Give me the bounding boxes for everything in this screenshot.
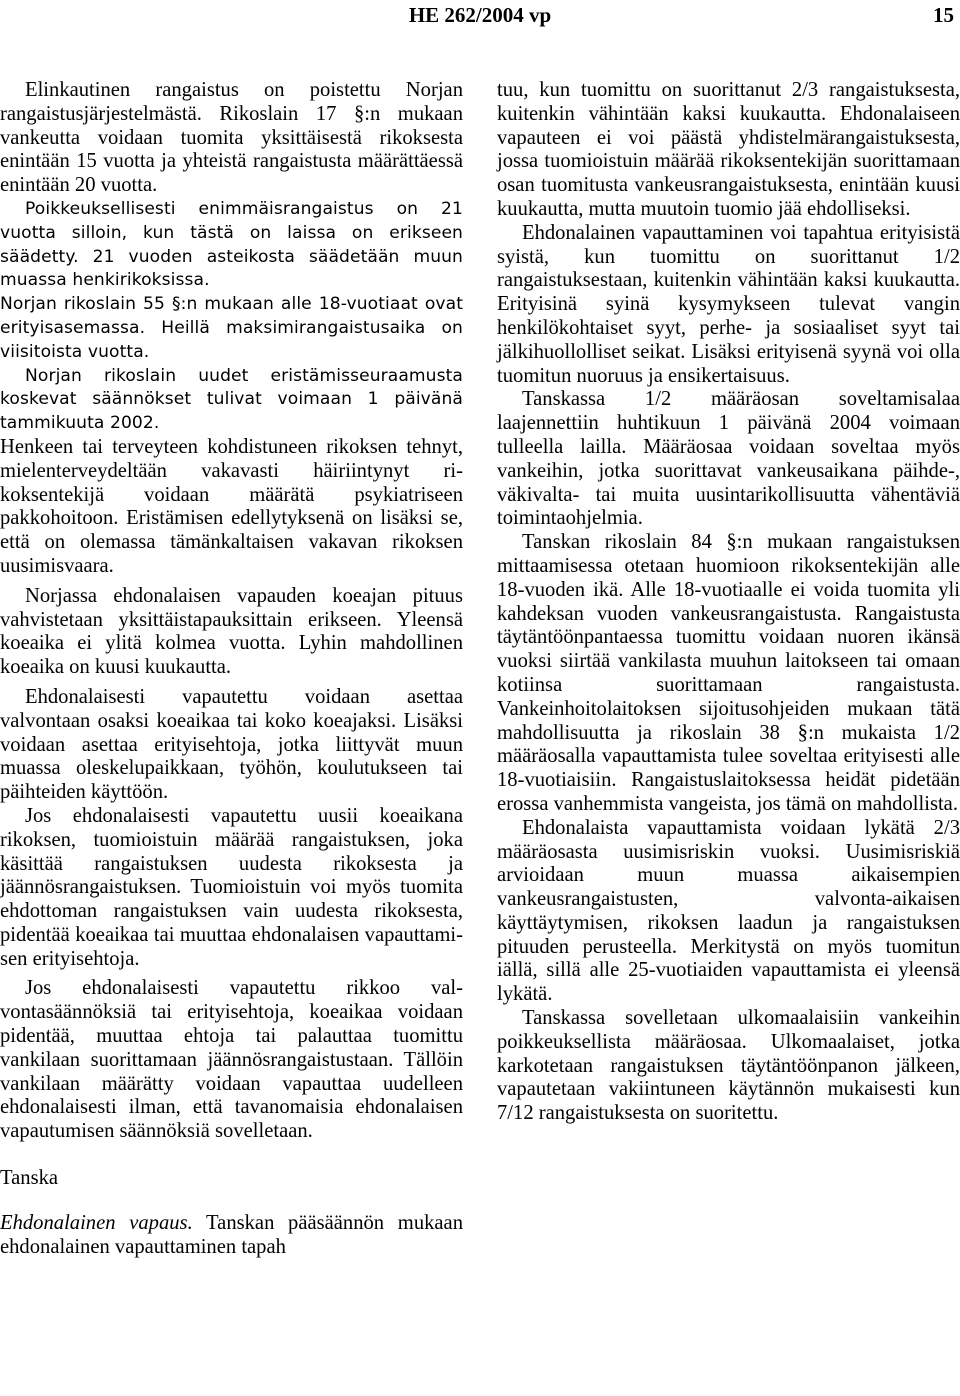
right-column	[497, 79, 960, 1126]
italic-lead: Ehdonalainen vapaus.	[0, 1212, 193, 1235]
paragraph: Elinkautinen rangaistus on poistettu Norjan rangaistusjärjestelmästä. Rikoslain 17 §:n mukaan vankeutta voidaan tuomita yksittäisestä rikoksesta enintään 15 vuotta ja yhteistä rangaistusta määrättäessä enintään 20 vuotta.	[0, 79, 463, 197]
paragraph: Jos ehdonalaisesti vapautettu rikkoo valvontasäännöksiä tai erityisehtoja, koeaikaa voidaan pidentää, muuttaa ehtoja tai palauttaa tuomittu vankilaan suorittamaan jäännösrangaistustaan. Tällöin vankilaan määrätty voidaan vapauttaa uudelleen ehdonalaisesti ilman, että tavanomaisia ehdonalaisen vapautumisen säännöksiä sovelletaan.	[0, 977, 463, 1143]
document-id: HE 262/2004 vp	[408, 3, 552, 27]
paragraph: Ehdonalaista vapauttamista voidaan lykätä 2/3 määräosasta uusimisriskin vuoksi. Uusimisriskiä arvioidaan muun muassa aikaisempien vankeusrangaistusten, valvonta-aikaisen käyttäytymisen, rikoksen laadun ja rangaistuksen pituuden perusteella. Merkitystä on myös tuomitun iällä, sillä alle 25-vuotiaiden vapauttamista ei yleensä lykätä.	[497, 816, 960, 1006]
paragraph: Tanskassa sovelletaan ulkomaalaisiin vankeihin poikkeuksellista määräosaa. Ulkomaalaiset, jotka karkotetaan rangaistuksen täytäntöönpanon jälkeen, vapautetaan vakiintuneen käytännön mukaisesti kun 7/12 rangaistuksesta on suoritettu.	[497, 1007, 960, 1125]
paragraph: Norjassa ehdonalaisen vapauden koeajan pituus vahvistetaan yksittäistapauksittain erikseen. Yleensä koeaika ei ylitä kolmea vuotta. Lyhin mahdollinen koeaika on kuusi kuukautta.	[0, 584, 463, 679]
paragraph: Ehdonalaisesti vapautettu voidaan asettaa valvontaan osaksi koeaikaa tai koko koeajaksi. Lisäksi voidaan asettaa erityisehtoja, jotka liittyvät muun muassa oleskelupaikkaan, työhön, koulutukseen tai päihteiden käyttöön.	[0, 685, 463, 804]
paragraph: Norjan rikoslain uudet eristämisseuraamusta koskevat säännökset tulivat voimaan 1 päivänä tammikuuta 2002.	[0, 365, 463, 434]
paragraph: tuu, kun tuomittu on suorittanut 2/3 rangaistuksesta, kuitenkin vähintään kaksi kuukautta. Ehdonalaiseen vapauteen ei voi päästä yhdistelmärangaistuksesta, jossa tuomioistuin määrää rikoksentekijän suorittamaan osan tuomitusta vankeusrangaistuksesta, enintään kuusi kuukautta, mutta muutoin tuomio jää ehdolliseksi.	[497, 79, 960, 220]
left-column	[0, 79, 463, 1260]
paragraph: Ehdonalainen vapauttaminen voi tapahtua erityisistä syistä, kun tuomittu on suorittanut 1/2 rangaistuksestaan, kuitenkin vähintään kaksi kuukautta. Erityisinä syinä kysymykseen tulevat vangin henkilökohtaiset syyt, perhe- ja sosiaaliset syyt tai jälkihuollolliset seikat. Lisäksi erityisenä syynä voi olla tuomitun nuoruus ja ensikertaisuus.	[497, 221, 960, 387]
paragraph: Tanskan rikoslain 84 §:n mukaan rangaistuksen mittaamisessa otetaan huomioon rikoksentekijän alle 18-vuoden ikä. Alle 18-vuotiaalle ei voida tuomita yli kahdeksan vuoden vankeusrangaistusta. Rangaistusta täytäntöönpantaessa tuomittu voidaan nuoren ikänsä vuoksi siirtää vankilasta muuhun laitokseen tai omaan kotiinsa suorittamaan rangaistusta. Vankeinhoitolaitoksen sijoitusohjeiden mukaan tätä mahdollisuutta ja rikoslain 38 §:n mukaista 1/2 määräosalla vapauttamista tulee soveltaa erityisesti alle 18-vuotiaisiin. Rangaistuslaitoksessa heidät pidetään erossa vanhemmista vangeista, jos tämä on mahdollista.	[497, 531, 960, 815]
paragraph: Jos ehdonalaisesti vapautettu uusii koeaikana rikoksen, tuomioistuin määrää rangaistuksen, joka käsittää rangaistuksen uudesta rikoksesta ja jäännösrangaistuksen. Tuomioistuin voi myös tuomita ehdottoman rangaistuksen vain uudesta rikoksesta, pidentää koeaikaa tai muuttaa ehdonalaisen vapauttamisen erityisehtoja.	[0, 804, 463, 970]
paragraph	[0, 1212, 463, 1260]
page-header	[0, 0, 960, 30]
section-heading: Tanska	[0, 1167, 59, 1190]
paragraph: Henkeen tai terveyteen kohdistuneen rikoksen tehnyt, mielenterveydeltään vakavasti häiriintynyt rikoksentekijä voidaan määrätä psykiatriseen pakkohoitoon. Eristämisen edellytyksenä on lisäksi se, että on olemassa tämänkaltaisen vakavan rikoksen uusimisvaara.	[0, 435, 463, 577]
paragraph-text: Tanskan pääsäännön mukaan ehdonalainen vapauttaminen tapah	[0, 1212, 463, 1258]
paragraph: Poikkeuksellisesti enimmäisrangaistus on 21 vuotta silloin, kun tästä on laissa on erikseen säädetty. 21 vuoden asteikosta säädetään muun muassa henkirikoksissa.	[0, 198, 463, 291]
page-number: 15	[933, 3, 954, 27]
paragraph: Norjan rikoslain 55 §:n mukaan alle 18-vuotiaat ovat erityisasemassa. Heillä maksimirangaistusaika on viisitoista vuotta.	[0, 294, 463, 362]
paragraph: Tanskassa 1/2 määräosan soveltamisalaa laajennettiin huhtikuun 1 päivänä 2004 voimaan tulleella lailla. Määräosaa voidaan soveltaa myös vankeihin, jotka suorittavat vankeusaikana päihde-, väkivalta- tai muita uusintarikollisuutta vähentäviä toimintaohjelmia.	[497, 388, 960, 530]
